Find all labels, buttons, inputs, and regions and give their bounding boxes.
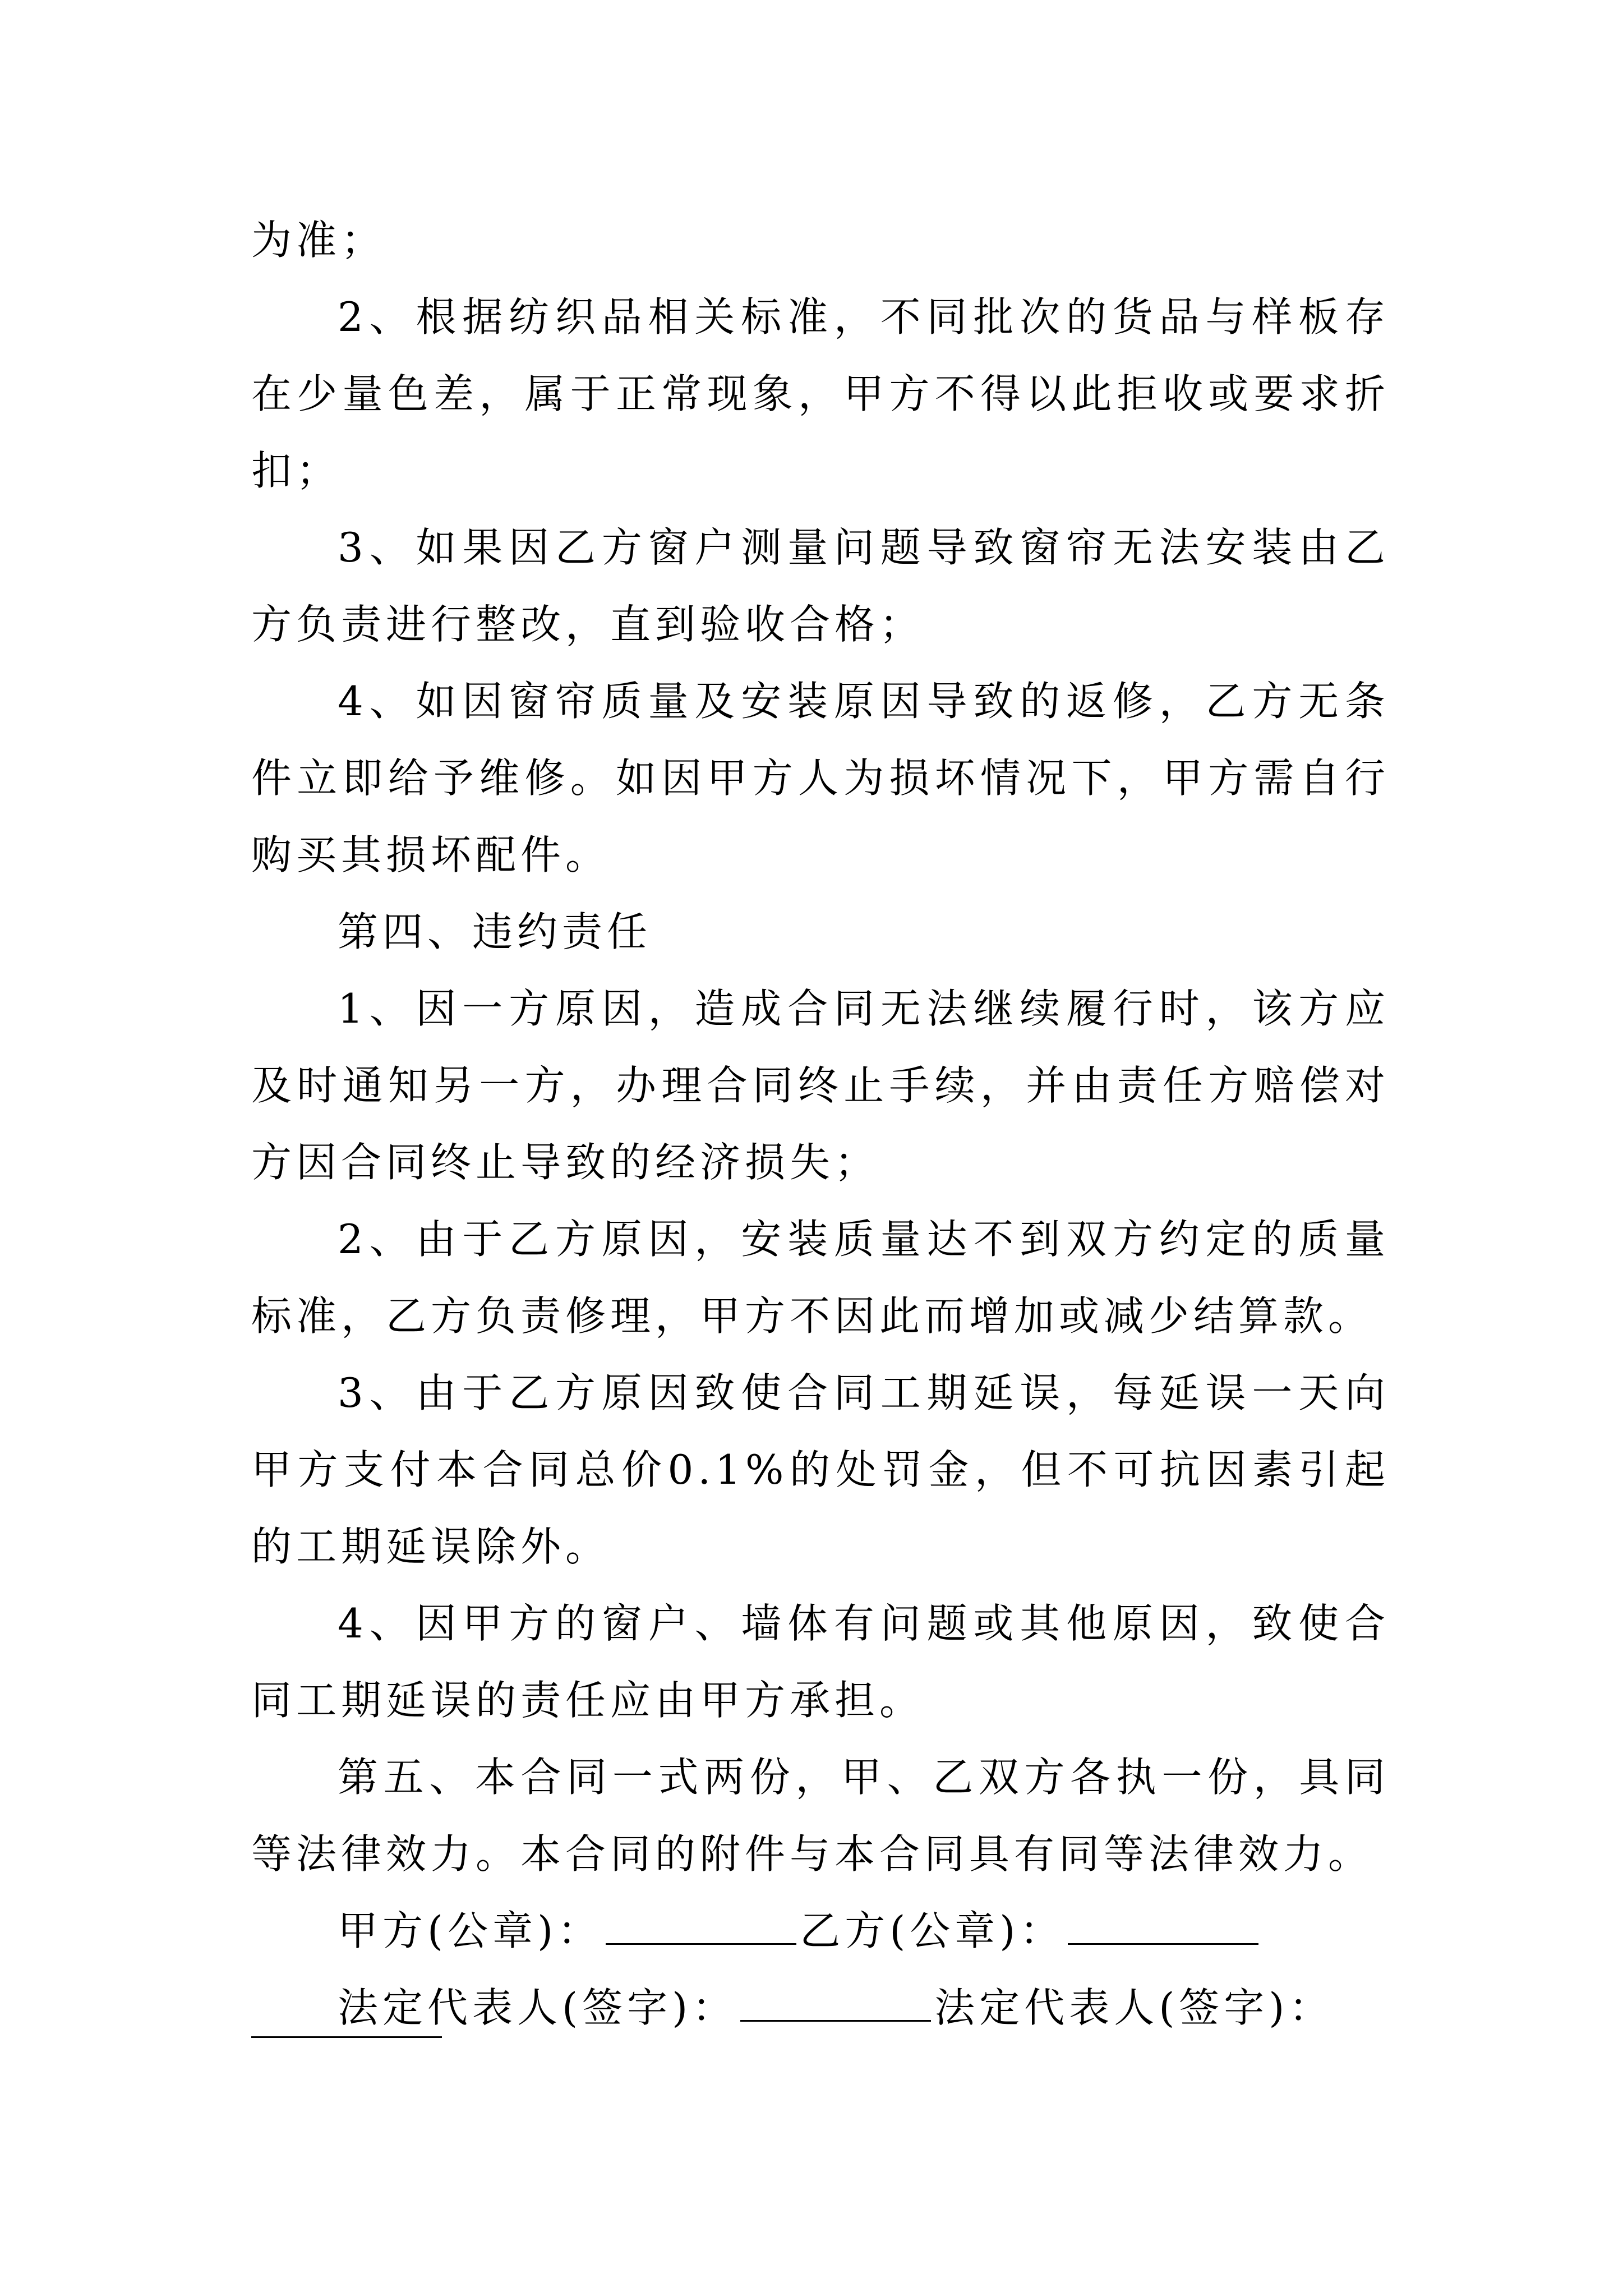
- party-b-seal-blank: [1068, 1910, 1258, 1945]
- party-b-rep-label: 法定代表人(签字)：: [934, 1984, 1334, 2031]
- party-a-rep-label: 法定代表人(签字)：: [338, 1984, 737, 2031]
- seal-line: [251, 1893, 1390, 1970]
- party-b-rep-blank: [251, 2036, 442, 2038]
- clause-4-4: 4、因甲方的窗户、墙体有问题或其他原因，致使合同工期延误的责任应由甲方承担。: [251, 1600, 1390, 1724]
- clause-3-2: 2、根据纺织品相关标准，不同批次的货品与样板存在少量色差，属于正常现象，甲方不得以此拒收或要求折扣；: [251, 293, 1390, 494]
- clause-3-3: 3、如果因乙方窗户测量问题导致窗帘无法安装由乙方负责进行整改，直到验收合格；: [251, 524, 1390, 648]
- party-a-seal-label: 甲方(公章)：: [338, 1907, 603, 1954]
- party-b-seal-label: 乙方(公章)：: [800, 1907, 1065, 1954]
- clause-3-4: 4、如因窗帘质量及安装原因导致的返修，乙方无条件立即给予维修。如因甲方人为损坏情况下，甲方需自行购买其损坏配件。: [251, 678, 1390, 878]
- signature-line: [251, 1970, 1390, 2046]
- section-5: 第五、本合同一式两份，甲、乙双方各执一份，具同等法律效力。本合同的附件与本合同具有同等法律效力。: [251, 1754, 1390, 1878]
- clause-4-2: 2、由于乙方原因，安装质量达不到双方约定的质量标准，乙方负责修理，甲方不因此而增加或减少结算款。: [251, 1216, 1390, 1340]
- clause-4-3: 3、由于乙方原因致使合同工期延误，每延误一天向甲方支付本合同总价0.1%的处罚金，但不可抗因素引起的工期延误除外。: [251, 1369, 1390, 1570]
- party-a-seal-blank: [606, 1910, 796, 1945]
- paragraph-continuation: 为准；: [251, 217, 386, 264]
- section-4-heading: 第四、违约责任: [338, 908, 652, 955]
- party-a-rep-blank: [740, 1986, 931, 2022]
- clause-4-1: 1、因一方原因，造成合同无法继续履行时，该方应及时通知另一方，办理合同终止手续，并由责任方赔偿对方因合同终止导致的经济损失；: [251, 985, 1390, 1186]
- document-page: [251, 202, 1390, 2046]
